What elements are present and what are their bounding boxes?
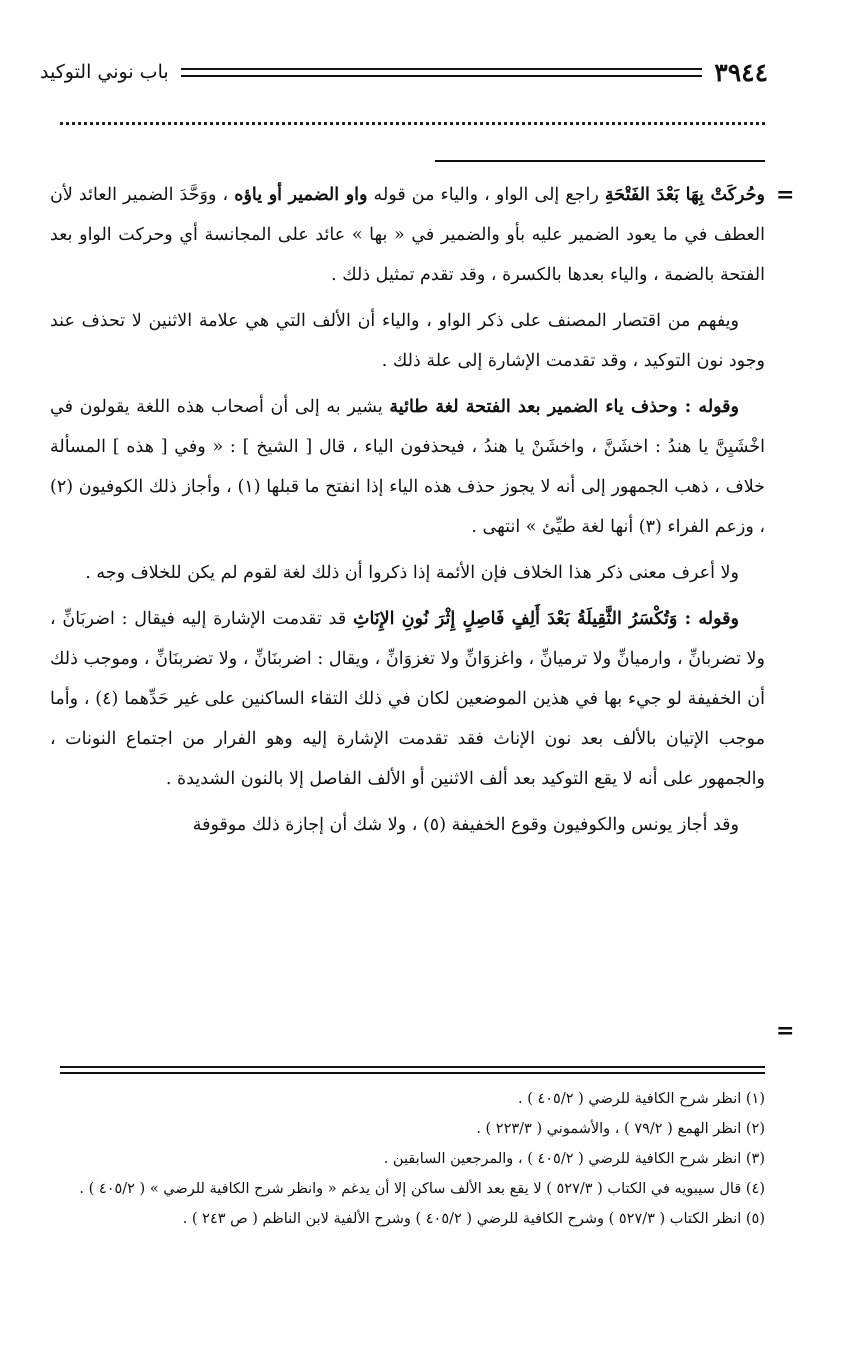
footnotes [50, 1084, 765, 1234]
quoted-text: واو الضمير أو ياؤه [234, 185, 368, 205]
paragraph [50, 805, 765, 845]
footnote: (١) انظر شرح الكافية للرضي ( ٤٠٥/٢ ) . [517, 1091, 765, 1107]
header-rule [181, 68, 703, 77]
paragraph-text: يشير به إلى أن أصحاب هذه اللغة يقولون في اخْشَيِنَّ يا هندُ : اخشَنَّ ، واخشَنْ يا هندُ ، فيحذفون الياء ، قال [ الشيخ ] : « وفي [ هذه ] المسألة خلاف ، ذهب الجمهور إلى أنه لا يجوز حذف هذه الياء إذا انفتح ما قبلها (١) ، وأجاز ذلك الكوفيون (٢) ، وزعم الفراء (٣) أنها لغة طيِّئ » انتهى . [50, 397, 765, 537]
paragraph [50, 387, 765, 547]
paragraph-text: ويفهم من اقتصار المصنف على ذكر الواو ، والياء أن الألف التي هي علامة الاثنين لا تحذف عند وجود نون التوكيد ، وقد تقدمت الإشارة إلى علة ذلك . [50, 311, 765, 371]
chapter-title: باب نوني التوكيد [40, 61, 169, 83]
paragraph-text: قد تقدمت الإشارة إليه فيقال : اضربَانِّ ، ولا تضربانِّ ، وارميانِّ ولا ترميانِّ ، واغزوَانِّ ولا تغزوَانِّ ، ويقال : اضربنَانِّ ، ولا تضربنَانِّ ، وموجب ذلك أن الخفيفة لو جيء بها في هذين الموضعين لكان في ذلك التقاء الساكنين على غير حَدِّهما (٤) ، وأما موجب الإتيان بالألف بعد نون الإناث فقد تقدمت الإشارة إليه وهو الفرار من اجتماع النونات ، والجمهور على أنه لا يقع التوكيد بعد ألف الاثنين أو الألف الفاصل إلا بالنون الشديدة . [50, 609, 765, 789]
dotted-separator [60, 122, 765, 127]
footnote: (٥) انظر الكتاب ( ٥٢٧/٣ ) وشرح الكافية للرضي ( ٤٠٥/٢ ) وشرح الألفية لابن الناظم ( ص ٢٤٣ ) . [182, 1211, 765, 1227]
paragraph-text: ولا أعرف معنى ذكر هذا الخلاف فإن الأئمة إذا ذكروا أن ذلك لغة لقوم لم يكن للخلاف وجه . [85, 563, 739, 583]
footnote: (٤) قال سيبويه في الكتاب ( ٥٢٧/٣ ) لا يقع بعد الألف ساكن إلا أن يدغم « وانظر شرح الكافية للرضي » ( ٤٠٥/٢ ) . [79, 1181, 765, 1197]
paragraph [50, 301, 765, 381]
continuation-mark-top: = [776, 182, 795, 208]
continuation-mark-bottom: = [776, 1018, 795, 1044]
paragraph [50, 553, 765, 593]
page-number: ٣٩٤٤ [714, 57, 768, 87]
footnote-rule [60, 1066, 765, 1074]
footnote: (٢) انظر الهمع ( ٧٩/٢ ) ، والأشموني ( ٢٢٣/٣ ) . [476, 1121, 765, 1137]
paragraph-text: ، ووَحَّدَ الضمير العائد لأن العطف في ما يعود الضمير عليه بأو والضمير في « بها » عائد على المجانسة أي وحركت الواو بعد الفتحة بالضمة ، والياء بعدها بالكسرة ، وقد تقدم تمثيل ذلك . [50, 185, 765, 285]
paragraph [50, 175, 765, 295]
running-header [40, 52, 768, 92]
section-rule [435, 160, 765, 162]
paragraph [50, 599, 765, 799]
quoted-text: وقوله : وَتُكْسَرُ الثَّقِيلَةُ بَعْدَ أَلِفٍ فَاصِلٍ إِثْرَ نُونِ الإِنَاثِ [352, 609, 739, 629]
paragraph-text: وقد أجاز يونس والكوفيون وقوع الخفيفة (٥) ، ولا شك أن إجازة ذلك موقوفة [192, 815, 739, 835]
paragraph-text: راجع إلى الواو ، والياء من قوله [367, 185, 605, 205]
main-text [50, 175, 765, 851]
footnote: (٣) انظر شرح الكافية للرضي ( ٤٠٥/٢ ) ، والمرجعين السابقين . [383, 1151, 765, 1167]
quoted-text: وقوله : وحذف ياء الضمير بعد الفتحة لغة طائية [389, 397, 740, 417]
quoted-text: وحُركَتْ بِهَا بَعْدَ الفَتْحَةِ [604, 185, 765, 205]
